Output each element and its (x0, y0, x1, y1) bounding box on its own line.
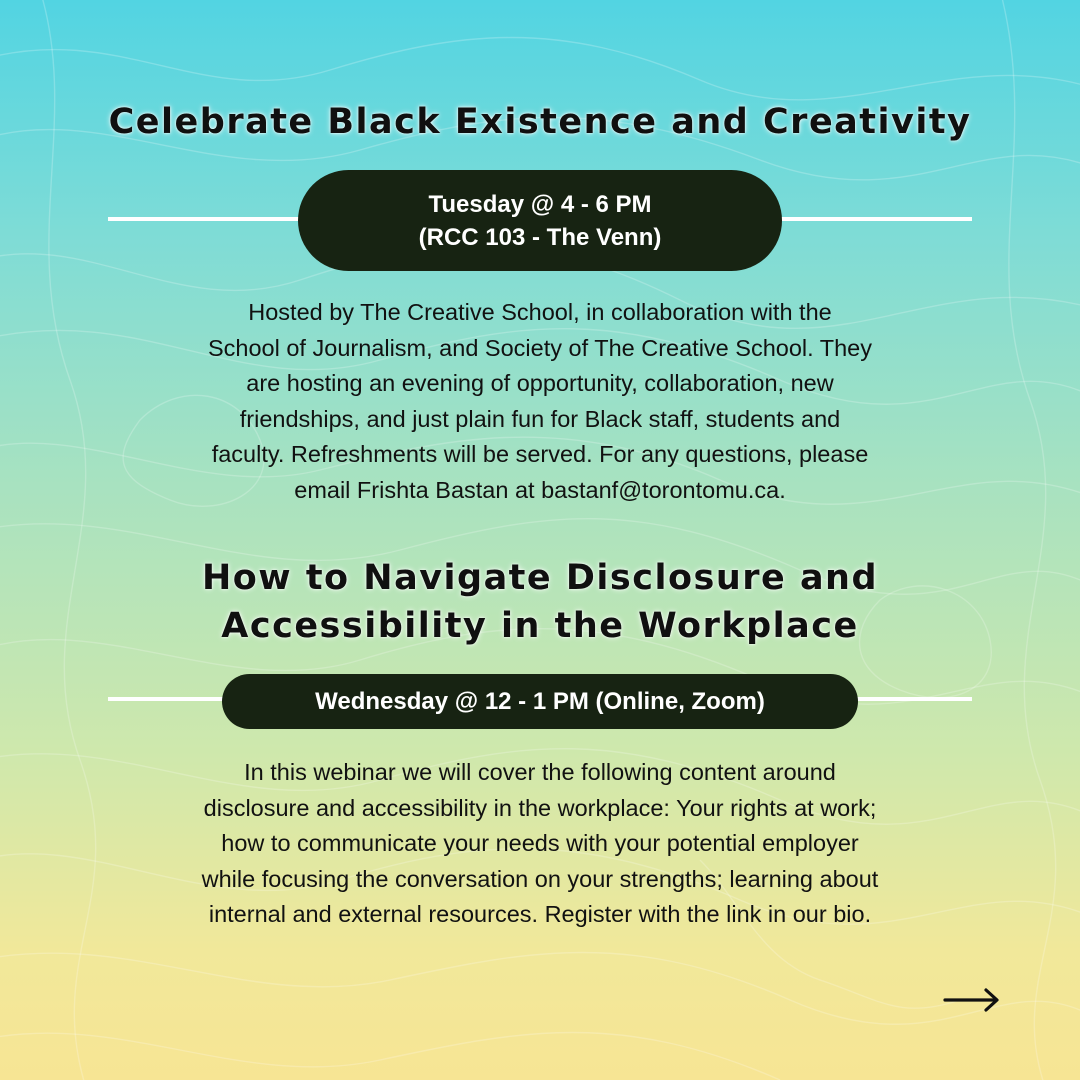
event-1-location: (RCC 103 - The Venn) (418, 224, 662, 251)
description-line: disclosure and accessibility in the workplace: Your rights at work; (203, 794, 877, 821)
event-1-time-badge (298, 170, 782, 271)
description-line: faculty. Refreshments will be served. For any questions, please (211, 441, 869, 467)
description-line: Hosted by The Creative School, in collaboration with the (248, 299, 832, 325)
event-2-title-line: Accessibility in the Workplace (221, 606, 859, 646)
description-line: School of Journalism, and Society of The Creative School. They (207, 334, 872, 361)
description-line: In this webinar we will cover the following content around (244, 759, 836, 785)
description-line: while focusing the conversation on your strengths; learning about (201, 865, 879, 892)
description-line: friendships, and just plain fun for Black staff, students and (239, 405, 841, 432)
event-2-title-line: How to Navigate Disclosure and (201, 558, 879, 598)
description-line: internal and external resources. Register with the link in our bio. (208, 901, 872, 927)
description-line: email Frishta Bastan at bastanf@torontomu.ca. (294, 476, 786, 503)
event-2-description (0, 755, 1080, 933)
description-line: are hosting an evening of opportunity, collaboration, new (246, 370, 834, 396)
event-1-title: Celebrate Black Existence and Creativity (108, 102, 972, 142)
event-2-title (0, 554, 1080, 650)
arrow-right-icon[interactable] (942, 984, 1002, 1016)
event-1-time: Tuesday @ 4 - 6 PM (428, 191, 652, 218)
event-2-time-badge: Wednesday @ 12 - 1 PM (Online, Zoom) (222, 674, 858, 729)
event-1-description (0, 295, 1080, 508)
description-line: how to communicate your needs with your potential employer (221, 830, 859, 856)
